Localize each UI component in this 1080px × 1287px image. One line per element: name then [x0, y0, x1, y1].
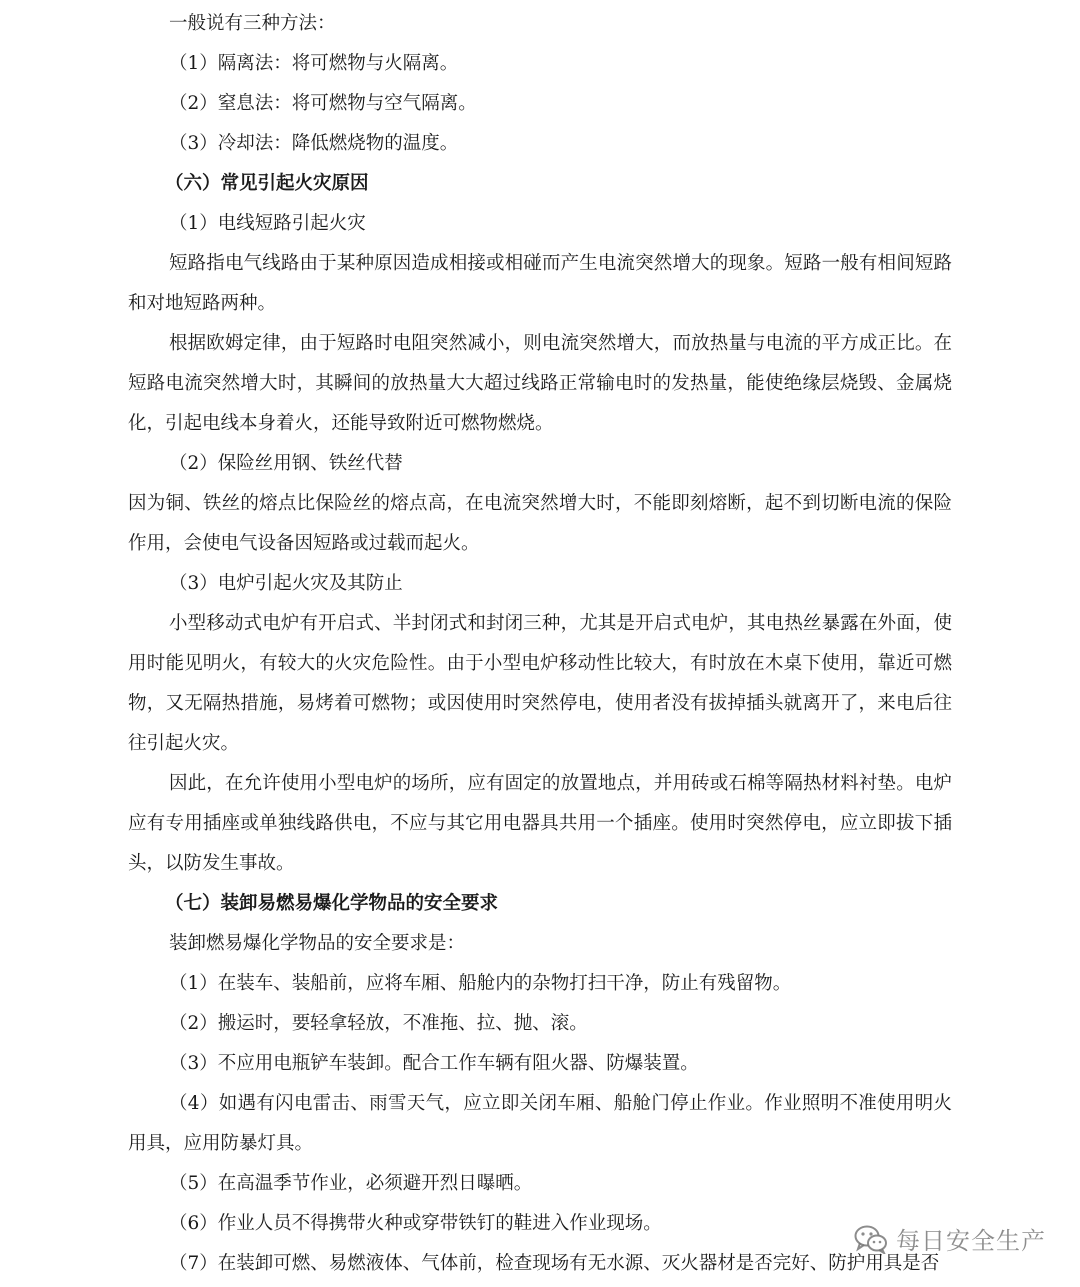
requirement-item: （2）搬运时，要轻拿轻放，不准拖、拉、抛、滚。	[169, 1013, 588, 1034]
section-heading-6: （六）常见引起火灾原因	[165, 173, 369, 194]
method-item: （1）隔离法：将可燃物与火隔离。	[169, 53, 459, 74]
requirements-intro: 装卸燃易爆化学物品的安全要求是：	[169, 933, 466, 954]
cause-heading: （3）电炉引起火灾及其防止	[169, 573, 403, 594]
paragraph: 短路指电气线路由于某种原因造成相接或相碰而产生电流突然增大的现象。短路一般有相间短路和对地短路两种。	[128, 253, 952, 314]
requirement-item: （1）在装车、装船前，应将车厢、船舱内的杂物打扫干净，防止有残留物。	[169, 973, 792, 994]
wechat-icon	[854, 1224, 888, 1254]
requirement-item: （3）不应用电瓶铲车装卸。配合工作车辆有阻火器、防爆装置。	[169, 1053, 699, 1074]
document-body	[128, 4, 952, 1284]
paragraph: 因为铜、铁丝的熔点比保险丝的熔点高，在电流突然增大时，不能即刻熔断，起不到切断电流的保险作用，会使电气设备因短路或过载而起火。	[128, 493, 952, 554]
requirement-item: （7）在装卸可燃、易燃液体、气体前，检查现场有无水源、灭火器材是否完好、防护用具是否	[169, 1253, 940, 1274]
paragraph: 根据欧姆定律，由于短路时电阻突然减小，则电流突然增大，而放热量与电流的平方成正比。在短路电流突然增大时，其瞬间的放热量大大超过线路正常输电时的发热量，能使绝缘层烧毁、金属烧化，引起电线本身着火，还能导致附近可燃物燃烧。	[128, 333, 952, 434]
requirement-item: （6）作业人员不得携带火种或穿带铁钉的鞋进入作业现场。	[169, 1213, 662, 1234]
method-item: （3）冷却法：降低燃烧物的温度。	[169, 133, 459, 154]
requirement-item: （4）如遇有闪电雷击、雨雪天气，应立即关闭车厢、船舱门停止作业。作业照明不准使用明火用具，应用防暴灯具。	[128, 1093, 952, 1154]
cause-heading: （1）电线短路引起火灾	[169, 213, 366, 234]
section-heading-7: （七）装卸易燃易爆化学物品的安全要求	[165, 893, 499, 914]
requirement-item: （5）在高温季节作业，必须避开烈日曝晒。	[169, 1173, 533, 1194]
paragraph: 小型移动式电炉有开启式、半封闭式和封闭三种，尤其是开启式电炉，其电热丝暴露在外面，使用时能见明火，有较大的火灾危险性。由于小型电炉移动性比较大，有时放在木桌下使用，靠近可燃物，又无隔热措施，易烤着可燃物；或因使用时突然停电，使用者没有拔掉插头就离开了，来电后往往引起火灾。	[128, 613, 952, 754]
methods-intro: 一般说有三种方法：	[169, 13, 336, 34]
watermark-text: 每日安全生产	[896, 1227, 1046, 1255]
watermark	[854, 1221, 1046, 1256]
cause-heading: （2）保险丝用钢、铁丝代替	[169, 453, 403, 474]
paragraph: 因此，在允许使用小型电炉的场所，应有固定的放置地点，并用砖或石棉等隔热材料衬垫。电炉应有专用插座或单独线路供电，不应与其它用电器具共用一个插座。使用时突然停电，应立即拔下插头，以防发生事故。	[128, 773, 952, 874]
method-item: （2）窒息法：将可燃物与空气隔离。	[169, 93, 477, 114]
